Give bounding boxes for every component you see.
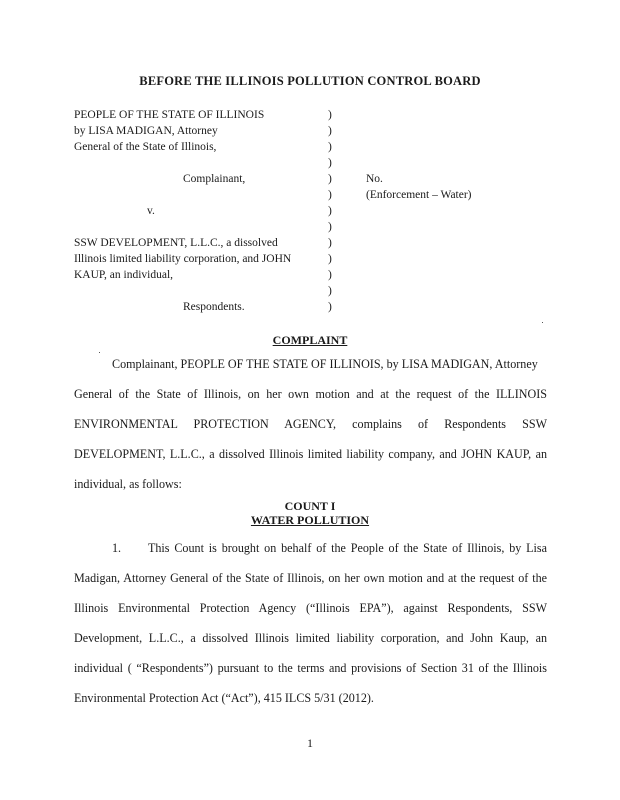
caption-paren: ) (328, 301, 332, 313)
paragraph-1-line-3: Illinois Environmental Protection Agency (“Illinois EPA”), against Respondents, SSW (74, 601, 547, 615)
caption-respondent-role: Respondents. (183, 301, 245, 313)
intro-line-1: Complainant, PEOPLE OF THE STATE OF ILLINOIS, by LISA MADIGAN, Attorney (112, 357, 538, 371)
paragraph-1-line-1: This Count is brought on behalf of the People of the State of Illinois, by Lisa (148, 541, 547, 555)
caption-case-number: No. (366, 173, 383, 185)
caption-paren: ) (328, 237, 332, 249)
caption-complainant-role: Complainant, (183, 173, 246, 185)
scan-speck (542, 322, 543, 323)
caption-paren: ) (328, 141, 332, 153)
paragraph-1-number: 1. (112, 541, 122, 555)
intro-line-5: individual, as follows: (74, 477, 182, 491)
caption-paren: ) (328, 221, 332, 233)
caption-paren: ) (328, 125, 332, 137)
caption-paren: ) (328, 109, 332, 121)
caption-paren: ) (328, 253, 332, 265)
complaint-heading: COMPLAINT (272, 333, 348, 347)
caption-paren: ) (328, 205, 332, 217)
count-heading: COUNT I (284, 499, 336, 513)
caption-complainant-line-2: by LISA MADIGAN, Attorney (74, 125, 218, 137)
caption-respondent-line-2: Illinois limited liability corporation, and JOHN (74, 253, 292, 265)
caption-complainant-line-3: General of the State of Illinois, (74, 141, 217, 153)
paragraph-1-line-5: individual ( “Respondents”) pursuant to the terms and provisions of Section 31 of the Illinois (74, 661, 547, 675)
intro-line-2: General of the State of Illinois, on her own motion and at the request of the ILLINOIS (74, 387, 547, 401)
scan-speck (99, 352, 100, 353)
caption-versus: v. (147, 205, 155, 217)
caption-paren: ) (328, 269, 332, 281)
intro-line-3: ENVIRONMENTAL PROTECTION AGENCY, complains of Respondents SSW (74, 417, 547, 431)
caption-paren: ) (328, 189, 332, 201)
count-subheading: WATER POLLUTION (250, 513, 370, 527)
caption-paren: ) (328, 285, 332, 297)
paragraph-1-line-6: Environmental Protection Act (“Act”), 415 ILCS 5/31 (2012). (74, 691, 374, 705)
intro-line-4: DEVELOPMENT, L.L.C., a dissolved Illinois limited liability company, and JOHN KAUP, an (74, 447, 547, 461)
caption-case-type: (Enforcement – Water) (366, 189, 472, 201)
caption-paren: ) (328, 173, 332, 185)
caption-respondent-line-3: KAUP, an individual, (74, 269, 174, 281)
caption-respondent-line-1: SSW DEVELOPMENT, L.L.C., a dissolved (74, 237, 278, 249)
caption-paren: ) (328, 157, 332, 169)
paragraph-1-line-4: Development, L.L.C., a dissolved Illinois limited liability corporation, and John Kaup, an (74, 631, 547, 645)
caption-complainant-line-1: PEOPLE OF THE STATE OF ILLINOIS (74, 109, 265, 121)
page-number: 1 (307, 736, 313, 750)
paragraph-1-line-2: Madigan, Attorney General of the State of Illinois, on her own motion and at the request of the (74, 571, 547, 585)
document-title: BEFORE THE ILLINOIS POLLUTION CONTROL BOARD (139, 74, 481, 88)
